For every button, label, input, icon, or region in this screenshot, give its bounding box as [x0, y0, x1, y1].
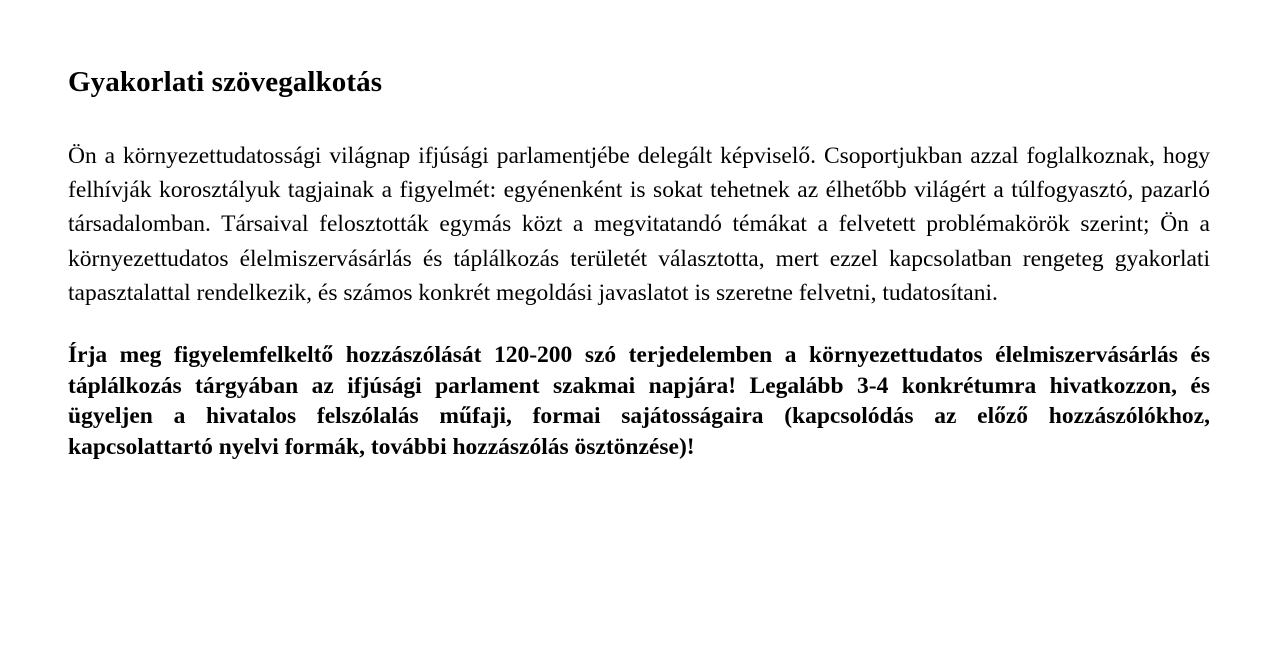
task-paragraph: Írja meg figyelemfelkeltő hozzászólását 120-200 szó terjedelemben a környezettudatos élelmiszervásárlás és táplálkozás tárgyában az ifjúsági parlament szakmai napjára! Legalább 3-4 konkrétumra hivatkozzon, és ügyeljen a hivatalos felszólalás műfaji, formai sajátosságaira (kapcsolódás az előző hozzászólókhoz, kapcsolattartó nyelvi formák, további hozzászólás ösztönzése)!	[68, 342, 1210, 460]
document-page	[68, 62, 1210, 462]
document-title: Gyakorlati szövegalkotás	[68, 66, 383, 98]
intro-paragraph: Ön a környezettudatossági világnap ifjúsági parlamentjébe delegált képviselő. Csoportjukban azzal foglalkoznak, hogy felhívják korosztályuk tagjainak a figyelmét: egyénenként is sokat tehetnek az élhetőbb világért a túlfogyasztó, pazarló társadalomban. Társaival felosztották egymás közt a megvitatandó témákat a felvetett problémakörök szerint; Ön a környezettudatos élelmiszervásárlás és táplálkozás területét választotta, mert ezzel kapcsolatban rengeteg gyakorlati tapasztalattal rendelkezik, és számos konkrét megoldási javaslatot is szeretne felvetni, tudatosítani.	[68, 143, 1210, 306]
